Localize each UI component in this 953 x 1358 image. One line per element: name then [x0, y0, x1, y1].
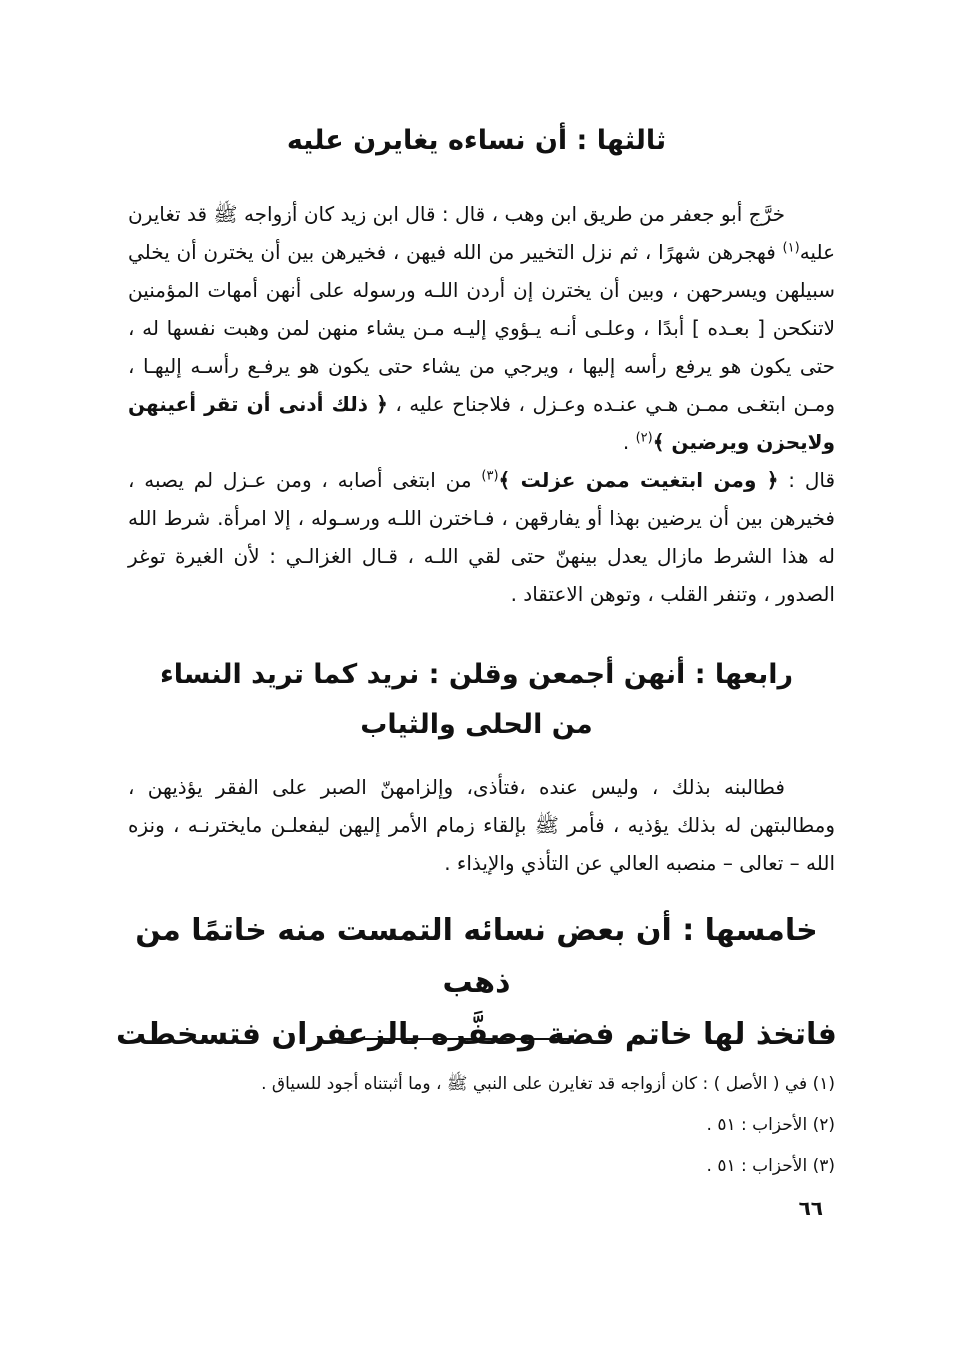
- paragraph-third: [128, 195, 835, 613]
- paragraph-third-text-2: فهجرهن شهرًا ، ثم نزل التخيير من الله فيهن ، فخيرهن بين أن يخترن أن يخلي سبيلهن ويسرحهن ، وبين أن يخترن إن أردن اللـه ورسوله على أنهن أمهات المؤمنين لاتنكحن [ بعـده ] أبدًا ، وعلـى أنـه يـؤوي إليـه مـن يشاء منهن لمن وهبت نفسها له ، حتى يكون هو يرفع رأسه إليها ، ويرجي من يشاء حتى يكون هو يرفـع رأسـه إليهـا ، ومـن ابتغـى ممـن هـي عنـده وعـزل ، فلاجناح عليه ،: [128, 240, 835, 416]
- footnote-ref-1[interactable]: (١): [782, 240, 800, 256]
- quran-quote-2: ﴿ ومن ابتغيت ممن عزلت ﴾: [498, 468, 779, 492]
- heading-fourth-line-2: من الحلى والثياب: [360, 709, 593, 740]
- paragraph-third-text-3: قال :: [778, 468, 836, 492]
- footnotes-list: [128, 1064, 835, 1187]
- footnote-divider: [340, 1038, 572, 1040]
- paragraph-third-text-4: من ابتغى أصابه ، ومن عـزل لم يصبه ، فخيرهن بين أن يرضين بهذا أو يفارقهن ، فـاخترن اللـه ورسـوله ، إلا امرأة. شرط الله له هذا الشرط مازال يعدل بينهنّ حتى لقي اللـه ، قـال الغزالـي : لأن الغيرة توغر الصدور ، وتنفر القلب ، وتوهن الاعتقاد .: [128, 468, 835, 606]
- heading-fifth-line-2: فاتخذ لها خاتم فضة وصفَّره بالزعفران فتسخطت: [116, 1017, 837, 1052]
- footnote-ref-2[interactable]: (٢): [635, 430, 653, 446]
- paragraph-third-text-1: خرَّج أبو جعفر من طريق ابن وهب ، قال : قال ابن زيد كان أزواجه ﷺ قد تغايرن عليه: [128, 202, 835, 264]
- heading-third: ثالثها : أن نساءه يغايرن عليه: [286, 125, 667, 156]
- footnote-1: (١) في ( الأصل ) : كان أزواجه قد تغايرن على النبي ﷺ ، وما أثبتناه أجود للسياق .: [261, 1074, 835, 1094]
- footnote-3: (٣) الأحزاب : ٥١ .: [706, 1156, 835, 1176]
- heading-fourth-line-1: رابعها : أنهن أجمعن وقلن : نريد كما تريد النساء: [159, 659, 794, 690]
- heading-fifth-line-1: خامسها : أن بعض نسائه التمست منه خاتمًا من ذهب: [135, 913, 818, 1000]
- paragraph-third-end: .: [622, 430, 636, 454]
- quran-quote-1: ﴿ ذلك أدنى أن تقر أعينهن ولايحزن ويرضين ﴾: [128, 392, 835, 454]
- footnote-ref-3[interactable]: (٣): [481, 468, 499, 484]
- paragraph-fourth: فطالبنه بذلك ، وليس عنده ،فتأذى، وإلزامهنّ الصبر على الفقر يؤذيهن ، ومطالبتهن له بذلك يؤذيه ، فأمر ﷺ بإلقاء زمام الأمر إليهن ليفعلـن مايخترنـه ، ونزه الله – تعالى – منصبه العالي عن التأذي والإيذاء .: [128, 775, 835, 875]
- page-number: ٦٦: [798, 1196, 823, 1220]
- footnote-2: (٢) الأحزاب : ٥١ .: [706, 1115, 835, 1135]
- heading-fourth: [100, 650, 853, 750]
